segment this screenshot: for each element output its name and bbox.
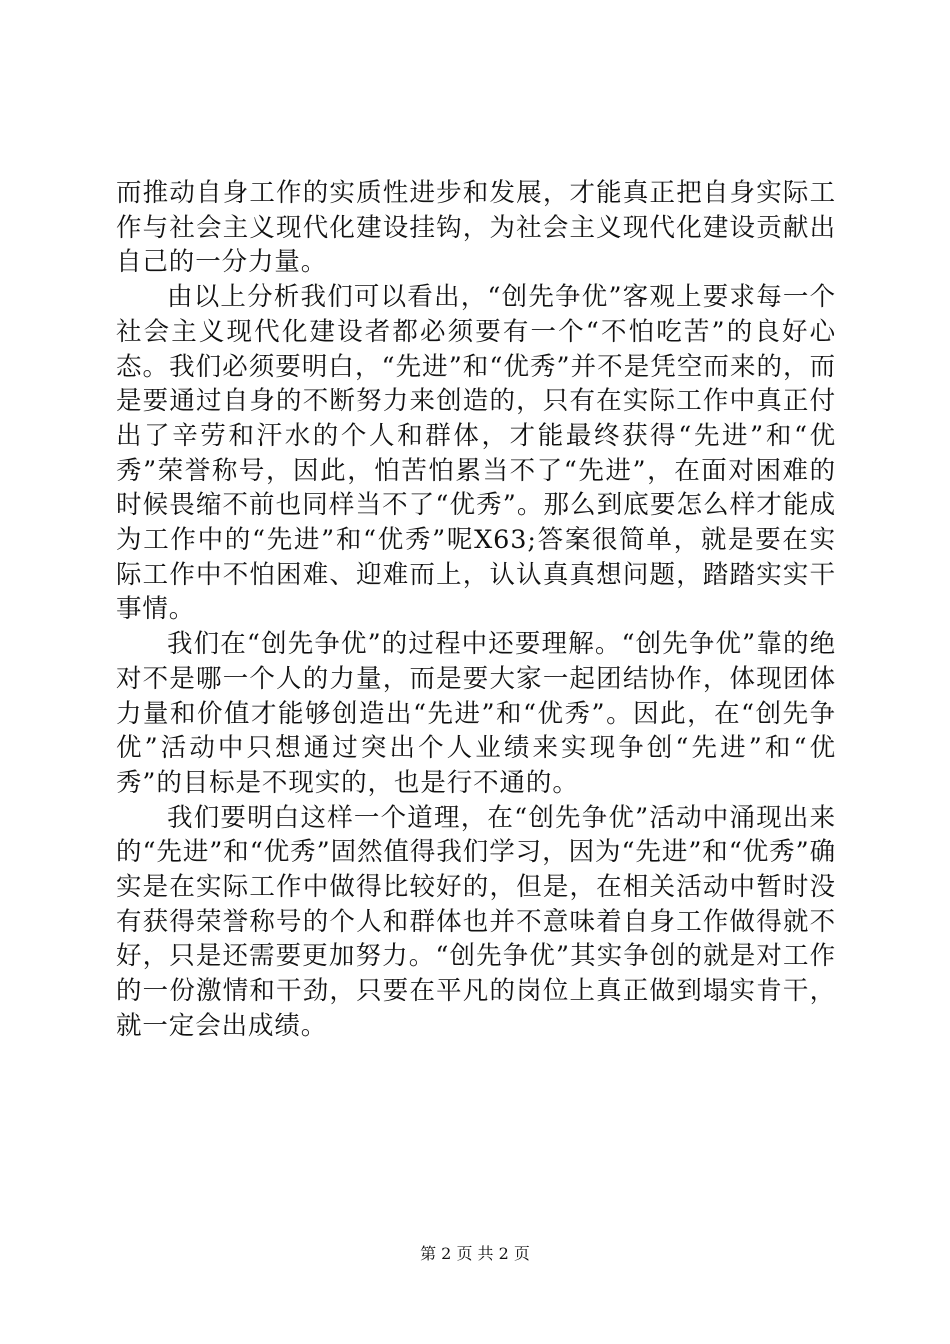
paragraph: 我们在“创先争优”的过程中还要理解。“创先争优”靠的绝对不是哪一个人的力量，而是要大家一起团结协作，体现团体力量和价值才能够创造出“先进”和“优秀”。因此，在“创先争优”活动中只想通过突出个人业绩来实现争创“先进”和“优秀”的目标是不现实的，也是行不通的。: [116, 629, 836, 798]
document-body: [116, 176, 836, 1044]
paragraph: 由以上分析我们可以看出，“创先争优”客观上要求每一个社会主义现代化建设者都必须要有一个“不怕吃苦”的良好心态。我们必须要明白，“先进”和“优秀”并不是凭空而来的，而是要通过自身的不断努力来创造的，只有在实际工作中真正付出了辛劳和汗水的个人和群体，才能最终获得“先进”和“优秀”荣誉称号，因此，怕苦怕累当不了“先进”，在面对困难的时候畏缩不前也同样当不了“优秀”。那么到底要怎么样才能成为工作中的“先进”和“优秀”呢X63;答案很简单，就是要在实际工作中不怕困难、迎难而上，认认真真想问题，踏踏实实干事情。: [116, 282, 836, 625]
paragraph: 我们要明白这样一个道理，在“创先争优”活动中涌现出来的“先进”和“优秀”固然值得我们学习，因为“先进”和“优秀”确实是在实际工作中做得比较好的，但是，在相关活动中暂时没有获得荣誉称号的个人和群体也并不意味着自身工作做得就不好，只是还需要更加努力。“创先争优”其实争创的就是对工作的一份激情和干劲，只要在平凡的岗位上真正做到塌实肯干，就一定会出成绩。: [116, 802, 836, 1041]
page-number-footer: 第 2 页 共 2 页: [420, 1244, 530, 1263]
paragraph-continued: 而推动自身工作的实质性进步和发展，才能真正把自身实际工作与社会主义现代化建设挂钩，为社会主义现代化建设贡献出自己的一分力量。: [116, 178, 836, 278]
